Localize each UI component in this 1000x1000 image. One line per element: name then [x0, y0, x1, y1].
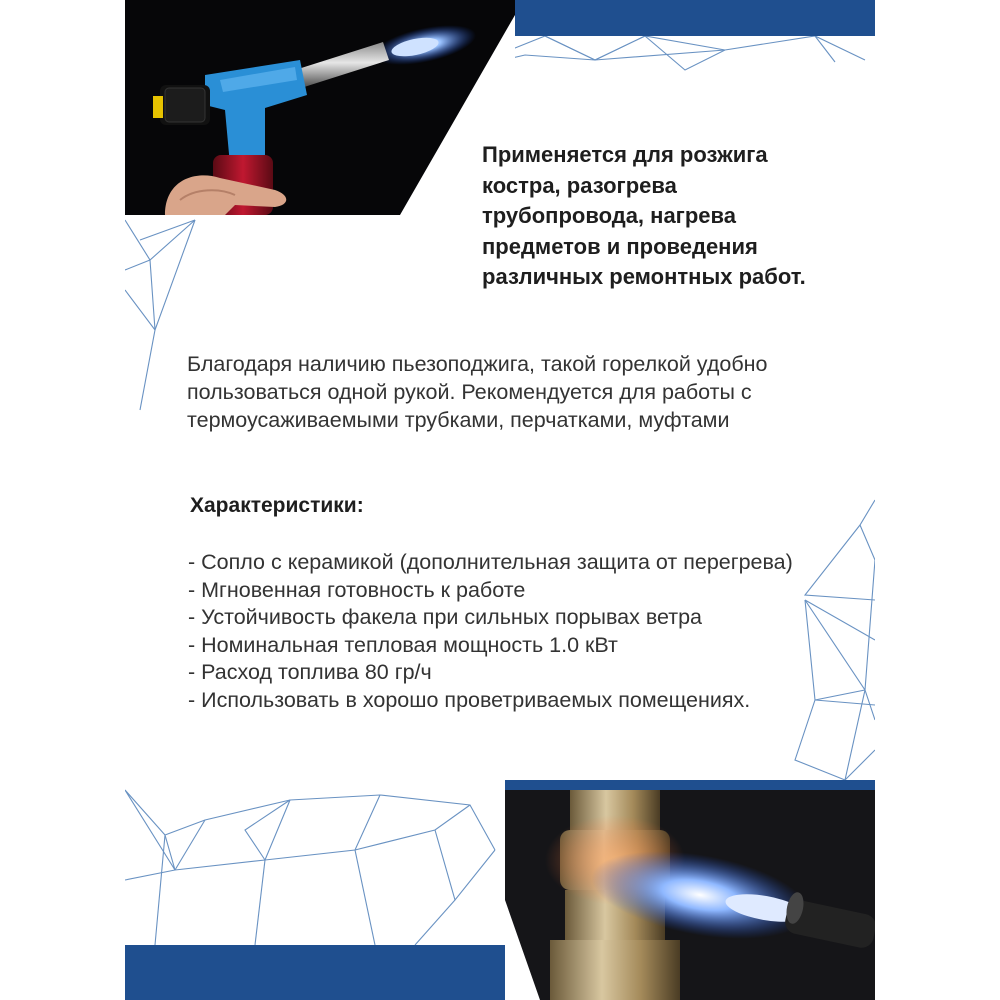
- spec-item: - Использовать в хорошо проветриваемых помещениях.: [188, 687, 751, 712]
- torch-heating-pipe-photo: [505, 780, 875, 1000]
- intro-paragraph: Благодаря наличию пьезоподжига, такой горелкой удобно пользоваться одной рукой. Рекомендуется для работы с термоусаживаемыми трубками, перчатками, муфтами: [187, 352, 768, 432]
- spec-item: - Расход топлива 80 гр/ч: [188, 660, 432, 685]
- spec-item: - Сопло с керамикой (дополнительная защита от перегрева): [188, 550, 793, 574]
- top-accent-bar: [515, 0, 875, 36]
- spec-item: - Устойчивость факела при сильных порывах ветра: [188, 605, 703, 630]
- spec-item: - Номинальная тепловая мощность 1.0 кВт: [188, 632, 618, 657]
- product-card: [125, 0, 875, 1000]
- torch-in-hand-photo: [125, 0, 515, 215]
- bottom-accent-bar: [125, 945, 555, 1000]
- spec-item: - Мгновенная готовность к работе: [188, 577, 526, 602]
- specs-title: Характеристики:: [190, 494, 364, 517]
- specs-list: [188, 549, 798, 715]
- headline: Применяется для розжига костра, разогрева трубопровода, нагрева предметов и проведения различных ремонтных работ.: [482, 142, 806, 289]
